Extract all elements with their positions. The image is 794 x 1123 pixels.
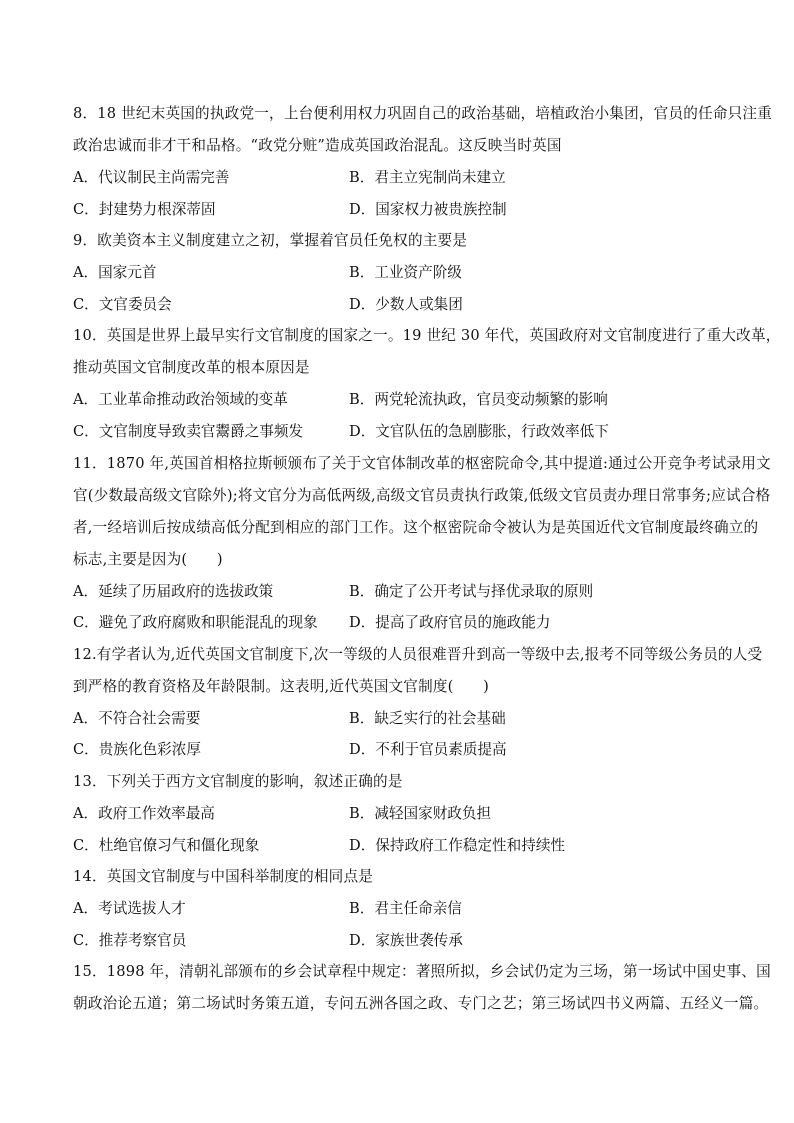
question-9	[73, 225, 733, 320]
question-stem-line: 朝政治论五道；第二场试时务策五道，专问五洲各国之政、专门之艺；第三场试四书义两篇、五经义一篇。	[73, 995, 769, 1013]
option-b[interactable]: B．缺乏实行的社会基础	[349, 709, 506, 727]
option-row	[73, 416, 733, 448]
option-a[interactable]: A．政府工作效率最高	[73, 804, 215, 822]
option-d[interactable]: D．不利于官员素质提高	[349, 741, 507, 759]
option-b[interactable]: B．君主任命亲信	[349, 900, 462, 918]
option-d[interactable]: D．家族世袭传承	[349, 931, 463, 949]
option-d[interactable]: D．保持政府工作稳定性和持续性	[349, 836, 566, 854]
option-row	[73, 893, 733, 925]
option-row	[73, 830, 733, 862]
option-b[interactable]: B．工业资产阶级	[349, 264, 462, 282]
question-stem-line: 官(少数最高级文官除外);将文官分为高低两级,高级文官员责执行政策,低级文官员责办理日常事务;应试合格	[73, 486, 771, 504]
option-c[interactable]: C．贵族化色彩浓厚	[73, 741, 201, 759]
question-stem-line: 14．英国文官制度与中国科举制度的相同点是	[73, 868, 374, 886]
option-row	[73, 384, 733, 416]
question-stem-line: 8．18 世纪末英国的执政党一，上台便利用权力巩固自己的政治基础，培植政治小集团，官员的任命只注重	[73, 105, 773, 122]
question-10	[73, 320, 781, 447]
option-c[interactable]: C．封建势力根深蒂固	[73, 200, 216, 218]
option-c[interactable]: C．文官制度导致卖官鬻爵之事频发	[73, 422, 304, 440]
option-row	[73, 607, 733, 639]
option-row	[73, 925, 733, 957]
question-14	[73, 861, 733, 956]
question-13	[73, 766, 733, 861]
question-stem-line: 政治忠诚而非才干和品格。“政党分赃”造成英国政治混乱。这反映当时英国	[73, 137, 562, 154]
option-c[interactable]: C．推荐考察官员	[73, 931, 187, 949]
option-row	[73, 289, 733, 321]
question-stem-line: 13．下列关于西方文官制度的影响，叙述正确的是	[73, 772, 403, 790]
question-stem-line: 推动英国文官制度改革的根本原因是	[73, 359, 310, 377]
question-15	[73, 956, 771, 1020]
question-stem-line: 9．欧美资本主义制度建立之初，掌握着官员任免权的主要是	[73, 232, 468, 250]
option-a[interactable]: A．延续了历届政府的选拔政策	[73, 582, 274, 600]
question-12	[73, 639, 763, 766]
question-11	[73, 448, 771, 639]
option-d[interactable]: D．少数人或集团	[349, 295, 463, 313]
option-row	[73, 162, 733, 194]
option-row	[73, 798, 733, 830]
option-a[interactable]: A．代议制民主尚需完善	[73, 169, 230, 186]
option-b[interactable]: B．两党轮流执政，官员变动频繁的影响	[349, 391, 608, 409]
option-b[interactable]: B．君主立宪制尚未建立	[349, 169, 506, 186]
option-b[interactable]: B．确定了公开考试与择优录取的原则	[349, 582, 594, 600]
question-stem-line: 到严格的教育资格及年龄限制。这表明,近代英国文官制度( )	[73, 677, 490, 695]
option-row	[73, 734, 733, 766]
option-d[interactable]: D．国家权力被贵族控制	[349, 200, 507, 218]
question-stem-line: 者,一经培训后按成绩高低分配到相应的部门工作。这个枢密院命令被认为是英国近代文官制度最终确立的	[73, 518, 759, 536]
option-d[interactable]: D．提高了政府官员的施政能力	[349, 614, 551, 632]
question-stem-line: 11．1870 年,英国首相格拉斯顿颁布了关于文官体制改革的枢密院命令,其中提道:通过公开竞争考试录用文	[73, 454, 771, 472]
option-c[interactable]: C．杜绝官僚习气和僵化现象	[73, 836, 260, 854]
option-c[interactable]: C．文官委员会	[73, 295, 172, 313]
question-stem-line: 10．英国是世界上最早实行文官制度的国家之一。19 世纪 30 年代，英国政府对文官制度进行了重大改革，	[73, 327, 781, 345]
option-b[interactable]: B．减轻国家财政负担	[349, 804, 492, 822]
option-row	[73, 257, 733, 289]
option-a[interactable]: A．考试选拔人才	[73, 900, 186, 918]
option-a[interactable]: A．工业革命推动政治领域的变革	[73, 391, 288, 409]
option-row	[73, 194, 733, 226]
question-stem-line: 标志,主要是因为( )	[73, 550, 223, 568]
option-a[interactable]: A．不符合社会需要	[73, 709, 201, 727]
option-d[interactable]: D．文官队伍的急剧膨胀，行政效率低下	[349, 422, 609, 440]
option-c[interactable]: C．避免了政府腐败和职能混乱的现象	[73, 614, 318, 632]
question-stem-line: 15．1898 年，清朝礼部颁布的乡会试章程中规定：著照所拟，乡会试仍定为三场，第一场试中国史事、国	[73, 963, 771, 981]
exam-page	[73, 98, 781, 1020]
option-row	[73, 703, 733, 735]
question-stem-line: 12.有学者认为,近代英国文官制度下,次一等级的人员很难晋升到高一等级中去,报考不同等级公务员的人受	[73, 645, 763, 663]
option-a[interactable]: A．国家元首	[73, 264, 157, 282]
question-8	[73, 98, 773, 225]
option-row	[73, 576, 733, 608]
